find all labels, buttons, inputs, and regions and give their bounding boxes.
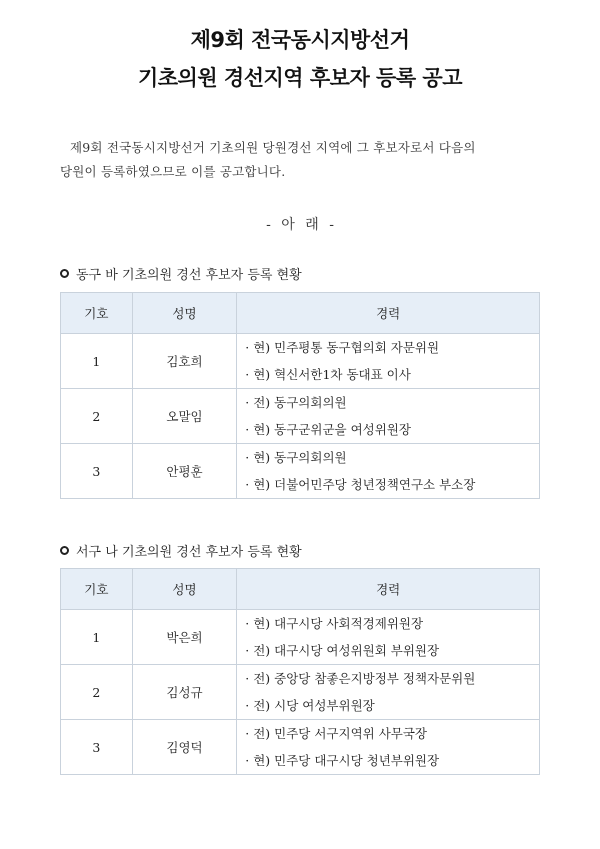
table-row [61, 389, 540, 444]
circle-bullet-icon [60, 546, 69, 555]
header-number: 기호 [61, 293, 133, 334]
candidate-number: 2 [61, 665, 133, 720]
table-header-row [61, 569, 540, 610]
table-row [61, 334, 540, 389]
candidate-name: 김성규 [132, 665, 237, 720]
career-line: · 전) 시당 여성부위원장 [245, 698, 375, 713]
career-line: · 현) 대구시당 사회적경제위원장 [245, 616, 424, 631]
candidate-name: 박은희 [132, 610, 237, 665]
header-career: 경력 [237, 293, 540, 334]
header-number: 기호 [61, 569, 133, 610]
table-row [61, 665, 540, 720]
document-title-line1: 제9회 전국동시지방선거 [190, 28, 410, 52]
candidate-career [237, 444, 540, 499]
career-line: · 현) 더불어민주당 청년정책연구소 부소장 [245, 477, 476, 492]
table-row [61, 720, 540, 775]
candidate-number: 3 [61, 720, 133, 775]
table-header-row [61, 293, 540, 334]
candidate-career [237, 610, 540, 665]
intro-paragraph [60, 136, 545, 184]
header-career: 경력 [237, 569, 540, 610]
intro-line-1: 제9회 전국동시지방선거 기초의원 당원경선 지역에 그 후보자로서 다음의 [70, 140, 476, 155]
candidate-name: 김호희 [132, 334, 237, 389]
circle-bullet-icon [60, 269, 69, 278]
candidate-career [237, 665, 540, 720]
career-line: · 전) 중앙당 참좋은지방정부 정책자문위원 [245, 671, 476, 686]
candidate-career [237, 389, 540, 444]
header-name: 성명 [132, 569, 237, 610]
career-line: · 현) 민주당 대구시당 청년부위원장 [245, 753, 440, 768]
candidate-name: 김영덕 [132, 720, 237, 775]
candidate-number: 2 [61, 389, 133, 444]
section-heading-donggu [60, 264, 302, 283]
career-line: · 현) 동구군위군을 여성위원장 [245, 422, 411, 437]
candidate-number: 1 [61, 610, 133, 665]
section-heading-text: 서구 나 기초의원 경선 후보자 등록 현황 [76, 545, 302, 560]
career-line: · 현) 민주평통 동구협의회 자문위원 [245, 340, 440, 355]
candidate-table-seogu [60, 568, 540, 775]
career-line: · 전) 민주당 서구지역위 사무국장 [245, 726, 428, 741]
candidate-table-donggu [60, 292, 540, 499]
candidate-number: 1 [61, 334, 133, 389]
table-row [61, 444, 540, 499]
candidate-career [237, 720, 540, 775]
below-marker: - 아 래 - [266, 217, 334, 233]
table-row [61, 610, 540, 665]
candidate-number: 3 [61, 444, 133, 499]
intro-line-2: 당원이 등록하였으므로 이를 공고합니다. [60, 164, 286, 179]
section-heading-seogu [60, 541, 302, 560]
career-line: · 현) 혁신서한1차 동대표 이사 [245, 367, 411, 382]
candidate-name: 오말임 [132, 389, 237, 444]
career-line: · 현) 동구의회의원 [245, 450, 347, 465]
document-title-line2: 기초의원 경선지역 후보자 등록 공고 [137, 66, 463, 90]
career-line: · 전) 동구의회의원 [245, 395, 347, 410]
career-line: · 전) 대구시당 여성위원회 부위원장 [245, 643, 440, 658]
section-heading-text: 동구 바 기초의원 경선 후보자 등록 현황 [76, 268, 302, 283]
candidate-name: 안평훈 [132, 444, 237, 499]
candidate-career [237, 334, 540, 389]
header-name: 성명 [132, 293, 237, 334]
